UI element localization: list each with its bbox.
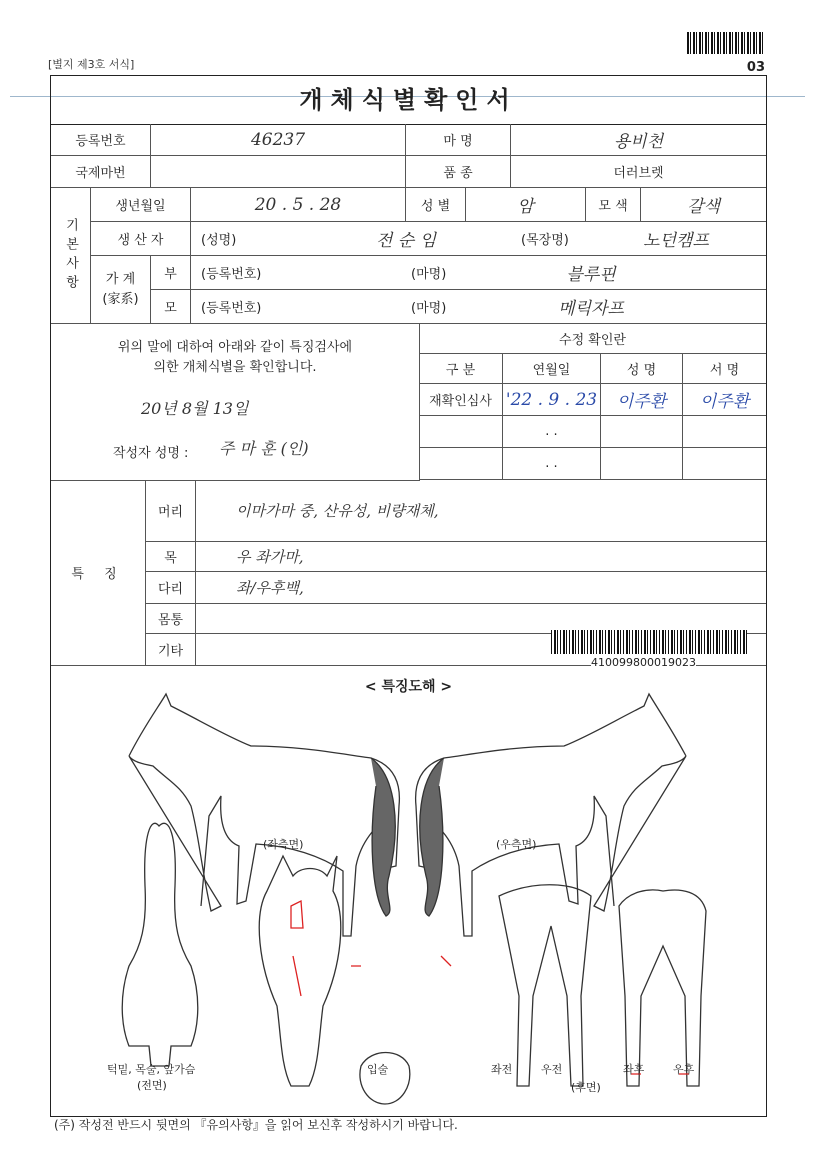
sire-label: 부	[151, 256, 191, 290]
confirm-date: 20년 8월 13일	[141, 399, 249, 418]
sire-row	[191, 256, 766, 290]
right-side-horse	[416, 694, 686, 936]
revision-header-0: 구 분	[419, 354, 503, 384]
middle-barcode	[551, 630, 747, 654]
front-label: (전면)	[137, 1079, 167, 1092]
left-side-horse	[129, 694, 399, 936]
birth-label: 생년월일	[91, 188, 191, 222]
reg-no-value: 46237	[151, 124, 406, 156]
rear-left-label: 좌후	[623, 1063, 645, 1076]
coat-value: 갈색	[641, 188, 766, 222]
producer-name-value: 전 순 임	[375, 231, 437, 251]
leg-red-marks	[351, 956, 689, 1074]
right-side-label: (우측면)	[496, 838, 537, 851]
revision-cell-1-0	[419, 416, 503, 448]
confirm-box	[51, 324, 420, 481]
dam-reg-sub: (등록번호)	[201, 301, 262, 316]
features-section-label: 특 징	[51, 480, 146, 666]
neck-value: 우 좌가마,	[196, 542, 766, 572]
dam-row	[191, 290, 766, 324]
revision-cell-2-0	[419, 448, 503, 480]
dam-label: 모	[151, 290, 191, 324]
head-value: 이마가마 중, 산유성, 비량재체,	[196, 480, 766, 542]
dam-name-sub: (마명)	[411, 301, 447, 316]
revision-cell-1-2	[601, 416, 683, 448]
footer-note: (주) 작성전 반드시 뒷면의 『유의사항』을 읽어 보신후 작성하시기 바랍니다.	[54, 1118, 458, 1132]
legs-label: 다리	[146, 572, 196, 604]
horse-diagram	[51, 666, 766, 1116]
neck-label: 목	[146, 542, 196, 572]
intl-no-value	[151, 156, 406, 188]
front-left-label: 좌전	[491, 1063, 513, 1076]
head-front-view	[259, 856, 340, 1086]
writer-label: 작성자 성명 :	[113, 446, 189, 461]
front-neck-view	[122, 823, 198, 1066]
rear-label: (후면)	[571, 1081, 601, 1094]
barcode-number: 410099800019023	[591, 656, 696, 669]
sex-label: 성 별	[406, 188, 466, 222]
rear-view	[619, 890, 706, 1086]
birth-value: 20 . 5 . 28	[191, 188, 406, 222]
form-label: [별지 제3호 서식]	[48, 58, 135, 71]
breed-label: 품 종	[406, 156, 511, 188]
revision-cell-0-3: 이주환	[683, 384, 766, 416]
revision-cell-0-2: 이주환	[601, 384, 683, 416]
diagram-title: < 특징도해 >	[364, 679, 453, 695]
revision-header-3: 서 명	[683, 354, 766, 384]
coat-label: 모 색	[586, 188, 641, 222]
breed-value: 더러브렛	[511, 156, 766, 188]
sire-name-sub: (마명)	[411, 267, 447, 282]
revision-header-1: 연월일	[503, 354, 601, 384]
front-right-label: 우전	[541, 1063, 563, 1076]
page-number: 03	[746, 60, 765, 75]
writer-value: 주 마 훈 (인)	[219, 439, 309, 458]
lips-label: 입술	[367, 1063, 389, 1076]
identification-form	[50, 75, 767, 1117]
intl-no-label: 국제마번	[51, 156, 151, 188]
front-legs-view	[499, 885, 591, 1086]
family-label: 가 계 (家系)	[91, 256, 151, 324]
revision-cell-2-3	[683, 448, 766, 480]
confirm-text-1: 위의 말에 대하여 아래와 같이 특징검사에	[117, 340, 353, 355]
front-caption: 턱밑, 목술, 앞가슴	[107, 1063, 196, 1076]
rear-right-label: 우후	[673, 1063, 695, 1076]
left-side-label: (좌측면)	[263, 838, 304, 851]
head-red-mark	[291, 901, 303, 996]
horse-name-label: 마 명	[406, 124, 511, 156]
horse-name-value: 용비천	[511, 124, 766, 156]
revision-header-2: 성 명	[601, 354, 683, 384]
right-horse-tail	[420, 758, 444, 916]
revision-cell-1-3	[683, 416, 766, 448]
producer-name-label: (성명)	[201, 233, 237, 248]
sire-name-value: 블루핀	[566, 265, 616, 285]
farm-value: 노던캠프	[643, 231, 709, 251]
basic-section-label: 기본사항	[51, 188, 91, 324]
revision-cell-0-1: '22 . 9 . 23	[503, 384, 601, 416]
left-horse-tail	[371, 758, 395, 916]
page-title: 개체식별확인서	[51, 76, 766, 125]
farm-label: (목장명)	[521, 233, 569, 248]
legs-value: 좌/우후백,	[196, 572, 766, 604]
dam-name-value: 메릭자프	[558, 299, 624, 319]
sex-value: 암	[466, 188, 586, 222]
producer-row	[191, 222, 766, 256]
head-label: 머리	[146, 480, 196, 542]
revision-title: 수정 확인란	[419, 324, 766, 354]
other-label: 기타	[146, 634, 196, 666]
producer-label: 생 산 자	[91, 222, 191, 256]
sire-reg-sub: (등록번호)	[201, 267, 262, 282]
body-label: 몸통	[146, 604, 196, 634]
revision-cell-2-1: . .	[503, 448, 601, 480]
revision-cell-1-1: . .	[503, 416, 601, 448]
revision-cell-0-0: 재확인심사	[419, 384, 503, 416]
confirm-text-2: 의한 개체식별을 확인합니다.	[153, 360, 317, 375]
top-barcode	[687, 32, 765, 54]
reg-no-label: 등록번호	[51, 124, 151, 156]
revision-cell-2-2	[601, 448, 683, 480]
